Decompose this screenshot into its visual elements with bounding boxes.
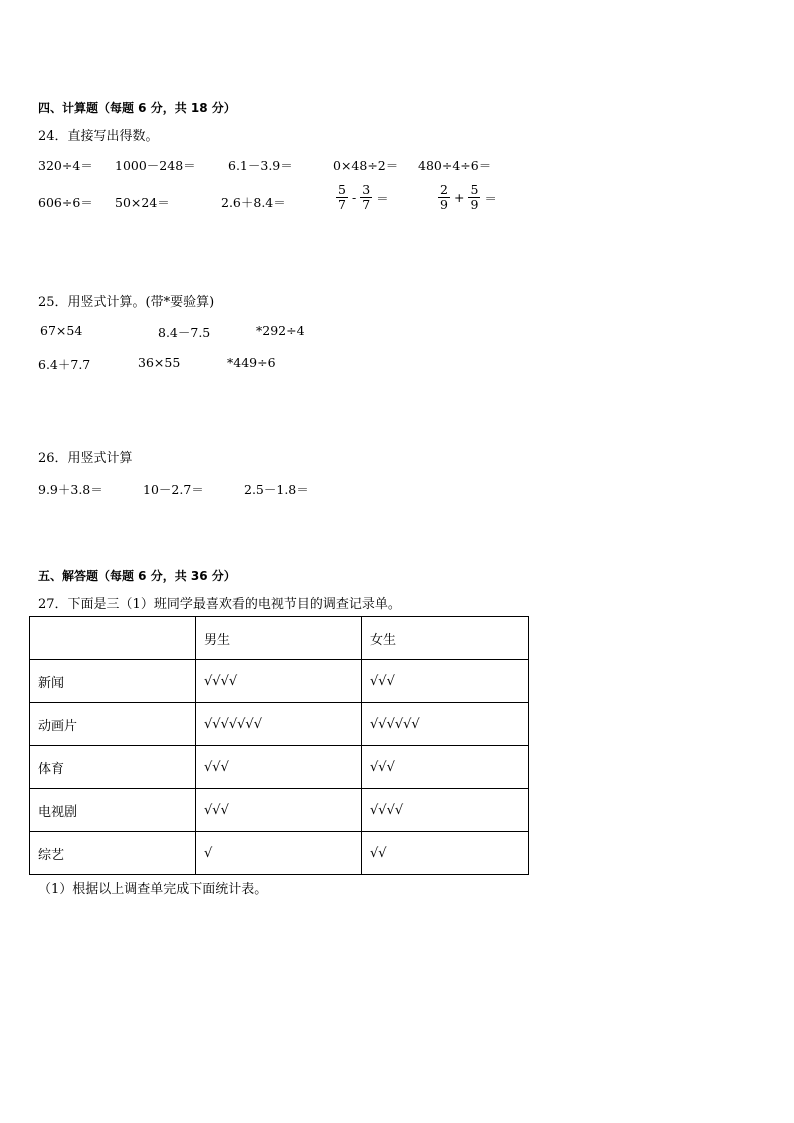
q26-expr-1: 9.9＋3.8＝ xyxy=(38,482,103,497)
denominator: 7 xyxy=(338,197,346,212)
operator: - xyxy=(351,190,357,205)
q27-title: 27．下面是三（1）班同学最喜欢看的电视节目的调查记录单。 xyxy=(38,597,401,612)
table-header-row xyxy=(30,617,529,660)
q24-expr-3: 6.1－3.9＝ xyxy=(228,158,293,173)
numerator: 2 xyxy=(440,182,448,197)
q24-expr-7: 50×24＝ xyxy=(115,195,170,210)
table-header-cell: 女生 xyxy=(362,617,529,660)
numerator: 3 xyxy=(362,182,371,197)
q24-expr-2: 1000－248＝ xyxy=(115,158,196,173)
fraction xyxy=(438,183,450,212)
denominator: 9 xyxy=(440,197,448,212)
q24-expr-5: 480÷4÷6＝ xyxy=(418,158,492,173)
fraction xyxy=(360,183,372,212)
q24-fraction-expr-1 xyxy=(334,183,391,212)
fraction xyxy=(336,183,348,212)
table-cell: √√√√ xyxy=(362,789,529,832)
section-5-title: 五、解答题（每题 6 分，共 36 分） xyxy=(38,569,236,583)
denominator: 9 xyxy=(470,197,479,212)
equals-sign: ＝ xyxy=(484,190,497,206)
operator: + xyxy=(453,190,465,205)
q25-expr-1: 67×54 xyxy=(40,323,83,338)
table-row xyxy=(30,746,529,789)
q25-title: 25．用竖式计算。(带*要验算) xyxy=(38,295,215,310)
table-cell: √ xyxy=(196,832,362,875)
survey-table xyxy=(29,616,529,875)
q25-expr-2: 8.4－7.5 xyxy=(158,325,211,340)
table-cell: √√√√√√ xyxy=(362,703,529,746)
table-row xyxy=(30,660,529,703)
table-cell: √√ xyxy=(362,832,529,875)
q24-expr-4: 0×48÷2＝ xyxy=(333,158,399,173)
section-4-title: 四、计算题（每题 6 分，共 18 分） xyxy=(38,101,236,115)
equals-sign: ＝ xyxy=(376,190,389,206)
table-row xyxy=(30,789,529,832)
table-cell: √√√√ xyxy=(196,660,362,703)
numerator: 5 xyxy=(338,182,346,197)
numerator: 5 xyxy=(470,182,479,197)
q26-expr-2: 10－2.7＝ xyxy=(143,482,204,497)
q24-expr-8: 2.6＋8.4＝ xyxy=(221,195,286,210)
q27-subquestion-1: （1）根据以上调查单完成下面统计表。 xyxy=(38,882,268,897)
q25-expr-3: *292÷4 xyxy=(256,323,305,338)
table-cell: 综艺 xyxy=(30,832,196,875)
denominator: 7 xyxy=(362,197,371,212)
table-cell: 电视剧 xyxy=(30,789,196,832)
table-header-cell xyxy=(30,617,196,660)
q26-title: 26．用竖式计算 xyxy=(38,451,133,466)
table-cell: 动画片 xyxy=(30,703,196,746)
fraction xyxy=(468,183,480,212)
q24-expr-6: 606÷6＝ xyxy=(38,195,93,210)
q24-expr-1: 320÷4＝ xyxy=(38,158,93,173)
q26-expr-3: 2.5－1.8＝ xyxy=(244,482,309,497)
table-cell: √√√ xyxy=(362,660,529,703)
q25-expr-4: 6.4＋7.7 xyxy=(38,357,91,372)
q24-title: 24．直接写出得数。 xyxy=(38,129,159,144)
q24-fraction-expr-2 xyxy=(436,183,499,212)
table-cell: √√√√√√√ xyxy=(196,703,362,746)
table-cell: 新闻 xyxy=(30,660,196,703)
table-cell: √√√ xyxy=(196,789,362,832)
table-cell: √√√ xyxy=(196,746,362,789)
q25-expr-6: *449÷6 xyxy=(227,355,276,370)
table-row xyxy=(30,832,529,875)
table-cell: √√√ xyxy=(362,746,529,789)
q25-expr-5: 36×55 xyxy=(138,355,181,370)
table-row xyxy=(30,703,529,746)
table-header-cell: 男生 xyxy=(196,617,362,660)
table-cell: 体育 xyxy=(30,746,196,789)
